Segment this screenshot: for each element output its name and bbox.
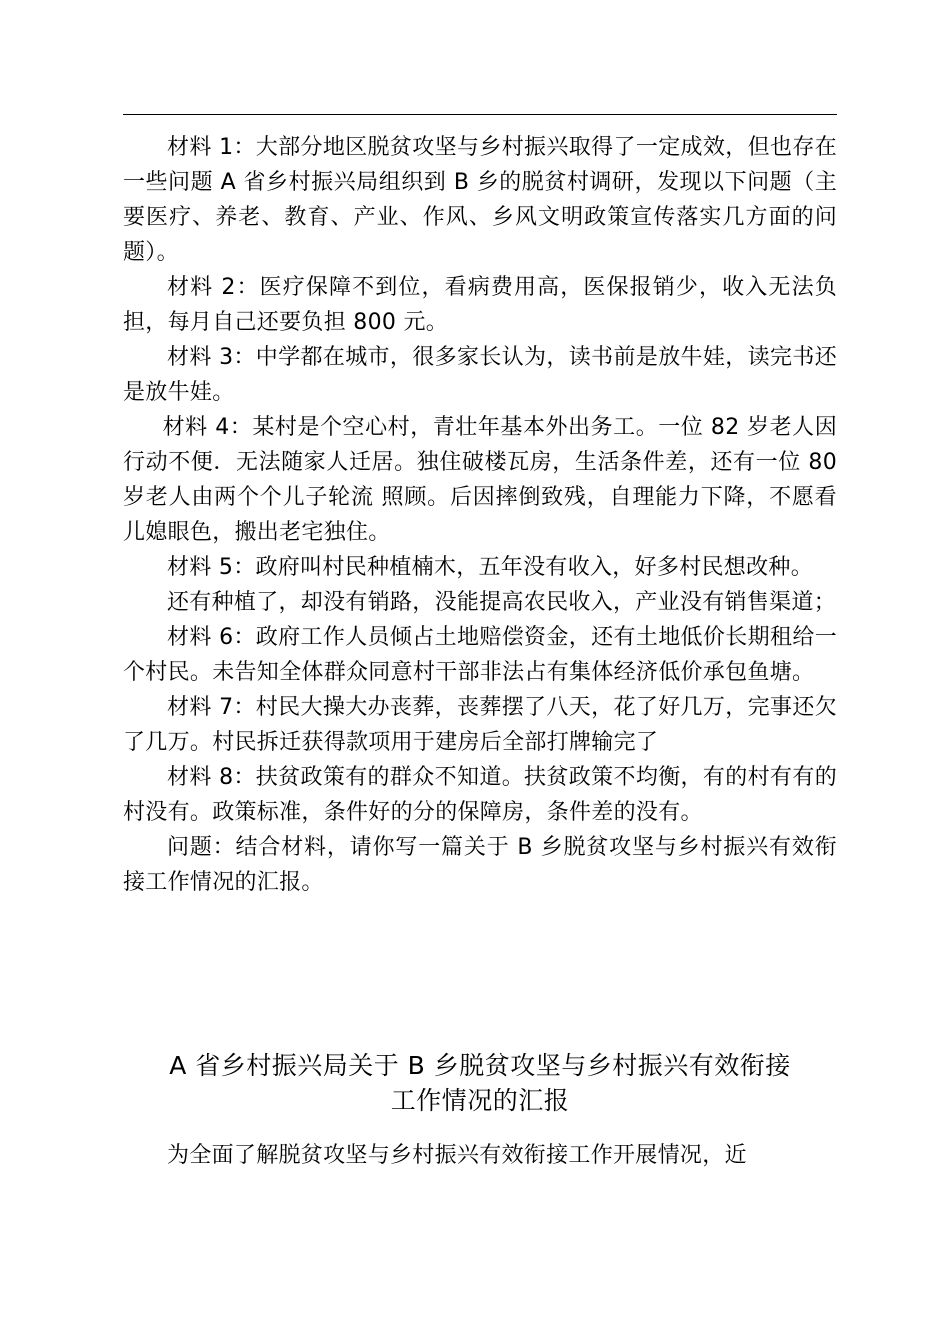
report-intro: 为全面了解脱贫攻坚与乡村振兴有效衔接工作开展情况，近 <box>167 1143 747 1168</box>
material-4: 材料 4：某村是个空心村，青壮年基本外出务工。一位 82 岁老人因行动不便．无法随家人迁居。独住破楼瓦房，生活条件差，还有一位 80 岁老人由两个个儿子轮流 照顾。后因摔倒致残，自理能力下降，不愿看儿媳眼色，搬出老宅独住。 <box>123 415 837 545</box>
report-title-line1: A 省乡村振兴局关于 B 乡脱贫攻坚与乡村振兴有效衔接 <box>169 1051 791 1080</box>
question: 问题：结合材料，请你写一篇关于 B 乡脱贫攻坚与乡村振兴有效衔接工作情况的汇报。 <box>123 835 837 895</box>
material-5-continued: 还有种植了，却没有销路，没能提高农民收入，产业没有销售渠道； <box>167 590 837 615</box>
report-title <box>123 1048 837 1118</box>
report-title-line2: 工作情况的汇报 <box>390 1086 570 1115</box>
material-3: 材料 3：中学都在城市，很多家长认为，读书前是放牛娃，读完书还是放牛娃。 <box>123 345 837 405</box>
header-rule <box>123 114 837 115</box>
material-6: 材料 6：政府工作人员倾占土地赔偿资金，还有土地低价长期租给一个村民。未告知全体群众同意村干部非法占有集体经济低价承包鱼塘。 <box>123 625 837 685</box>
material-5: 材料 5：政府叫村民种植楠木，五年没有收入，好多村民想改种。 <box>167 555 813 580</box>
material-7: 材料 7：村民大操大办丧葬，丧葬摆了八天，花了好几万，完事还欠了几万。村民拆迁获得款项用于建房后全部打牌输完了 <box>123 695 837 755</box>
materials-section <box>123 130 837 900</box>
material-2: 材料 2：医疗保障不到位，看病费用高，医保报销少，收入无法负担，每月自己还要负担 800 元。 <box>123 275 837 335</box>
material-1: 材料 1：大部分地区脱贫攻坚与乡村振兴取得了一定成效，但也存在一些问题 A 省乡村振兴局组织到 B 乡的脱贫村调研，发现以下问题（主要医疗、养老、教育、产业、作风、乡风文明政策宣传落实几方面的问题）。 <box>123 135 837 265</box>
material-8: 材料 8：扶贫政策有的群众不知道。扶贫政策不均衡，有的村有有的村没有。政策标准，条件好的分的保障房，条件差的没有。 <box>123 765 837 825</box>
